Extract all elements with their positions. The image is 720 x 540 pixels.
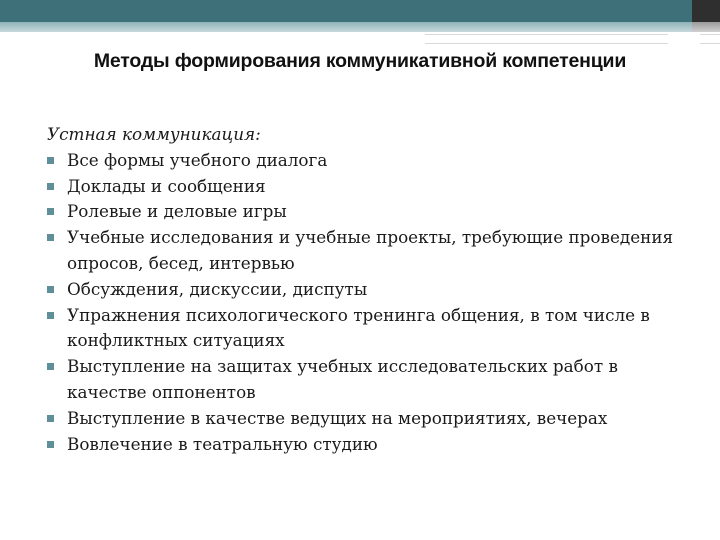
dark-header-band bbox=[692, 0, 720, 22]
list-item bbox=[47, 148, 677, 174]
square-bullet-icon bbox=[47, 415, 54, 422]
slide-content bbox=[47, 122, 677, 457]
square-bullet-icon bbox=[47, 234, 54, 241]
list-item-text: Вовлечение в театральную студию bbox=[67, 433, 378, 454]
list-item-text: Ролевые и деловые игры bbox=[67, 201, 287, 222]
square-bullet-icon bbox=[47, 183, 54, 190]
method-list bbox=[47, 148, 677, 458]
list-item bbox=[47, 277, 677, 303]
list-item-text: Выступление в качестве ведущих на мероприятиях, вечерах bbox=[67, 407, 608, 428]
dark-header-gradient bbox=[692, 22, 720, 32]
square-bullet-icon bbox=[47, 286, 54, 293]
square-bullet-icon bbox=[47, 363, 54, 370]
teal-header-band bbox=[0, 0, 692, 22]
list-item-text: Доклады и сообщения bbox=[67, 175, 266, 196]
list-item bbox=[47, 432, 677, 458]
section-subtitle: Устная коммуникация: bbox=[47, 124, 261, 144]
square-bullet-icon bbox=[47, 312, 54, 319]
square-bullet-icon bbox=[47, 441, 54, 448]
list-item-text: Учебные исследования и учебные проекты, требующие проведения опросов, бесед, интервью bbox=[67, 227, 674, 273]
square-bullet-icon bbox=[47, 157, 54, 164]
slide-title: Методы формирования коммуникативной компетенции bbox=[93, 50, 627, 72]
list-item-text: Обсуждения, дискуссии, диспуты bbox=[67, 278, 368, 299]
list-item-text: Выступление на защитах учебных исследовательских работ в качестве оппонентов bbox=[67, 356, 618, 402]
header-stripe-lines bbox=[425, 34, 668, 44]
list-item bbox=[47, 199, 677, 225]
list-item-text: Упражнения психологического тренинга общения, в том числе в конфликтных ситуациях bbox=[67, 304, 650, 351]
square-bullet-icon bbox=[47, 208, 54, 215]
list-item bbox=[47, 303, 677, 355]
list-item bbox=[47, 225, 677, 277]
top-decorative-bar bbox=[0, 0, 720, 24]
header-stripe-lines-right bbox=[700, 34, 720, 44]
teal-header-gradient bbox=[0, 22, 692, 32]
list-item bbox=[47, 406, 677, 432]
list-item bbox=[47, 174, 677, 200]
list-item bbox=[47, 354, 677, 406]
list-item-text: Все формы учебного диалога bbox=[67, 149, 328, 170]
